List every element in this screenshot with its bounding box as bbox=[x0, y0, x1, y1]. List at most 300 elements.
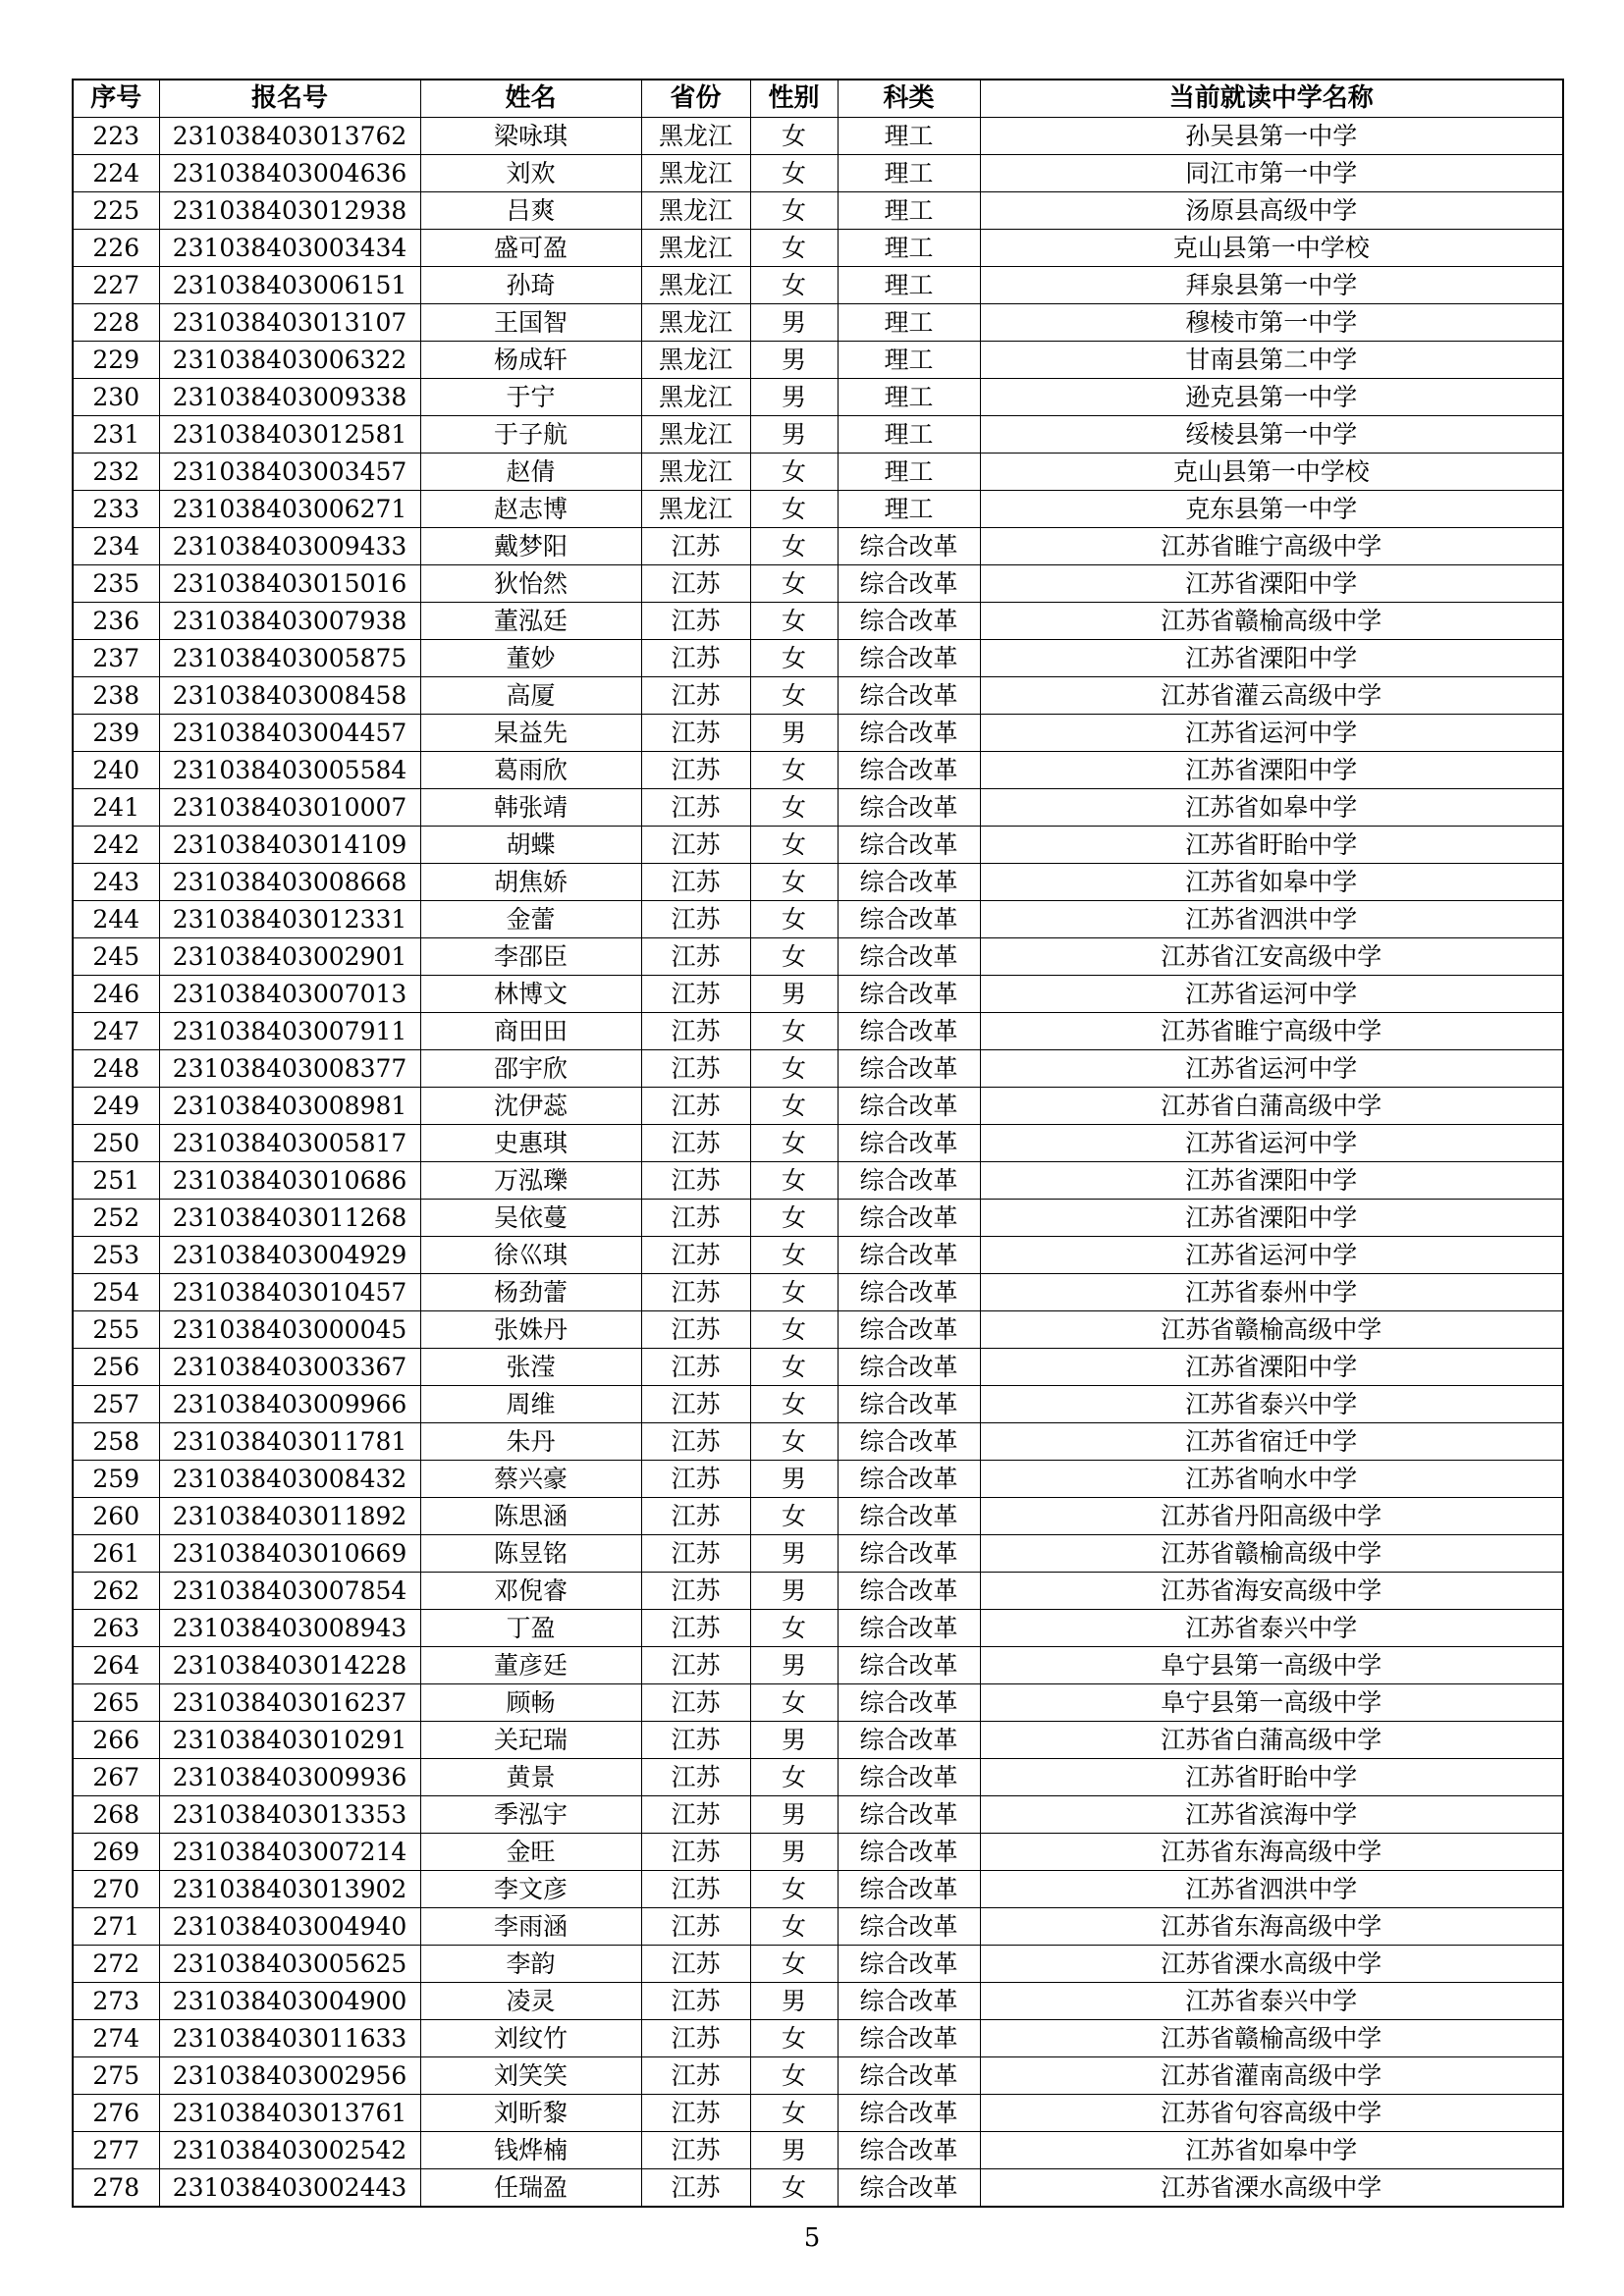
cell-registration-number: 231038403010669 bbox=[159, 1535, 420, 1573]
cell-gender: 男 bbox=[750, 1647, 838, 1684]
cell-gender: 女 bbox=[750, 2169, 838, 2208]
cell-school: 江苏省泗洪中学 bbox=[980, 901, 1563, 938]
cell-name: 于子航 bbox=[420, 416, 641, 454]
cell-category: 综合改革 bbox=[838, 1274, 980, 1311]
cell-category: 综合改革 bbox=[838, 1125, 980, 1162]
cell-category: 理工 bbox=[838, 267, 980, 304]
cell-province: 江苏 bbox=[641, 2095, 750, 2132]
cell-registration-number: 231038403008432 bbox=[159, 1461, 420, 1498]
cell-name: 董彦廷 bbox=[420, 1647, 641, 1684]
cell-gender: 男 bbox=[750, 1983, 838, 2020]
cell-category: 综合改革 bbox=[838, 1759, 980, 1796]
cell-registration-number: 231038403016237 bbox=[159, 1684, 420, 1722]
cell-category: 理工 bbox=[838, 230, 980, 267]
cell-province: 江苏 bbox=[641, 1871, 750, 1908]
cell-registration-number: 231038403013353 bbox=[159, 1796, 420, 1834]
cell-name: 李韵 bbox=[420, 1946, 641, 1983]
cell-seq: 235 bbox=[73, 565, 159, 603]
cell-registration-number: 231038403004636 bbox=[159, 155, 420, 192]
cell-seq: 273 bbox=[73, 1983, 159, 2020]
cell-province: 江苏 bbox=[641, 1423, 750, 1461]
cell-gender: 男 bbox=[750, 1461, 838, 1498]
cell-name: 杲益先 bbox=[420, 715, 641, 752]
cell-gender: 女 bbox=[750, 938, 838, 976]
cell-name: 蔡兴豪 bbox=[420, 1461, 641, 1498]
cell-province: 江苏 bbox=[641, 1125, 750, 1162]
cell-category: 综合改革 bbox=[838, 1311, 980, 1349]
header-registration-number: 报名号 bbox=[159, 80, 420, 118]
cell-gender: 女 bbox=[750, 2057, 838, 2095]
cell-province: 黑龙江 bbox=[641, 416, 750, 454]
cell-gender: 女 bbox=[750, 1050, 838, 1088]
cell-province: 江苏 bbox=[641, 1535, 750, 1573]
cell-name: 林博文 bbox=[420, 976, 641, 1013]
cell-seq: 259 bbox=[73, 1461, 159, 1498]
cell-gender: 女 bbox=[750, 1759, 838, 1796]
cell-name: 狄怡然 bbox=[420, 565, 641, 603]
cell-seq: 227 bbox=[73, 267, 159, 304]
header-seq: 序号 bbox=[73, 80, 159, 118]
table-row bbox=[73, 1162, 1563, 1200]
cell-category: 综合改革 bbox=[838, 789, 980, 827]
cell-school: 穆棱市第一中学 bbox=[980, 304, 1563, 342]
cell-seq: 251 bbox=[73, 1162, 159, 1200]
cell-registration-number: 231038403002956 bbox=[159, 2057, 420, 2095]
cell-registration-number: 231038403004929 bbox=[159, 1237, 420, 1274]
cell-gender: 女 bbox=[750, 1162, 838, 1200]
cell-gender: 女 bbox=[750, 1871, 838, 1908]
cell-school: 江苏省赣榆高级中学 bbox=[980, 2020, 1563, 2057]
cell-seq: 236 bbox=[73, 603, 159, 640]
table-row bbox=[73, 565, 1563, 603]
cell-category: 综合改革 bbox=[838, 938, 980, 976]
cell-registration-number: 231038403002542 bbox=[159, 2132, 420, 2169]
cell-name: 高厦 bbox=[420, 677, 641, 715]
cell-gender: 女 bbox=[750, 491, 838, 528]
cell-registration-number: 231038403009966 bbox=[159, 1386, 420, 1423]
cell-category: 综合改革 bbox=[838, 1647, 980, 1684]
cell-registration-number: 231038403008458 bbox=[159, 677, 420, 715]
cell-gender: 女 bbox=[750, 752, 838, 789]
cell-seq: 241 bbox=[73, 789, 159, 827]
cell-registration-number: 231038403006271 bbox=[159, 491, 420, 528]
cell-province: 江苏 bbox=[641, 789, 750, 827]
cell-category: 理工 bbox=[838, 192, 980, 230]
cell-name: 万泓瓅 bbox=[420, 1162, 641, 1200]
cell-gender: 女 bbox=[750, 230, 838, 267]
cell-seq: 265 bbox=[73, 1684, 159, 1722]
cell-category: 综合改革 bbox=[838, 2057, 980, 2095]
cell-registration-number: 231038403003434 bbox=[159, 230, 420, 267]
cell-province: 江苏 bbox=[641, 1274, 750, 1311]
table-row bbox=[73, 267, 1563, 304]
table-row bbox=[73, 1610, 1563, 1647]
cell-seq: 248 bbox=[73, 1050, 159, 1088]
cell-seq: 234 bbox=[73, 528, 159, 565]
cell-gender: 男 bbox=[750, 1722, 838, 1759]
cell-school: 绥棱县第一中学 bbox=[980, 416, 1563, 454]
cell-registration-number: 231038403007938 bbox=[159, 603, 420, 640]
cell-province: 黑龙江 bbox=[641, 192, 750, 230]
cell-category: 综合改革 bbox=[838, 1013, 980, 1050]
cell-registration-number: 231038403008981 bbox=[159, 1088, 420, 1125]
table-row bbox=[73, 1647, 1563, 1684]
table-row bbox=[73, 2169, 1563, 2208]
table-row bbox=[73, 416, 1563, 454]
cell-seq: 249 bbox=[73, 1088, 159, 1125]
cell-gender: 女 bbox=[750, 1237, 838, 1274]
cell-province: 江苏 bbox=[641, 2169, 750, 2208]
cell-school: 江苏省灌云高级中学 bbox=[980, 677, 1563, 715]
cell-name: 钱烨楠 bbox=[420, 2132, 641, 2169]
cell-name: 盛可盈 bbox=[420, 230, 641, 267]
cell-gender: 女 bbox=[750, 901, 838, 938]
table-row bbox=[73, 155, 1563, 192]
cell-province: 江苏 bbox=[641, 640, 750, 677]
cell-name: 沈伊蕊 bbox=[420, 1088, 641, 1125]
cell-category: 综合改革 bbox=[838, 2169, 980, 2208]
cell-school: 江苏省泗洪中学 bbox=[980, 1871, 1563, 1908]
table-row bbox=[73, 789, 1563, 827]
cell-gender: 男 bbox=[750, 1834, 838, 1871]
cell-registration-number: 231038403008943 bbox=[159, 1610, 420, 1647]
cell-gender: 女 bbox=[750, 1088, 838, 1125]
cell-gender: 女 bbox=[750, 1498, 838, 1535]
cell-category: 综合改革 bbox=[838, 1423, 980, 1461]
cell-seq: 264 bbox=[73, 1647, 159, 1684]
cell-category: 理工 bbox=[838, 379, 980, 416]
cell-seq: 267 bbox=[73, 1759, 159, 1796]
cell-school: 江苏省溧水高级中学 bbox=[980, 2169, 1563, 2208]
cell-registration-number: 231038403015016 bbox=[159, 565, 420, 603]
cell-seq: 276 bbox=[73, 2095, 159, 2132]
cell-name: 凌灵 bbox=[420, 1983, 641, 2020]
cell-name: 吴依蔓 bbox=[420, 1200, 641, 1237]
cell-gender: 男 bbox=[750, 2132, 838, 2169]
cell-seq: 256 bbox=[73, 1349, 159, 1386]
cell-province: 江苏 bbox=[641, 1461, 750, 1498]
cell-province: 江苏 bbox=[641, 565, 750, 603]
cell-registration-number: 231038403007214 bbox=[159, 1834, 420, 1871]
cell-school: 阜宁县第一高级中学 bbox=[980, 1647, 1563, 1684]
cell-name: 韩张靖 bbox=[420, 789, 641, 827]
table-body bbox=[73, 118, 1563, 2208]
table-row bbox=[73, 864, 1563, 901]
table-header-row bbox=[73, 80, 1563, 118]
cell-school: 江苏省运河中学 bbox=[980, 1237, 1563, 1274]
cell-registration-number: 231038403007854 bbox=[159, 1573, 420, 1610]
cell-category: 综合改革 bbox=[838, 2132, 980, 2169]
cell-name: 张姝丹 bbox=[420, 1311, 641, 1349]
cell-name: 周维 bbox=[420, 1386, 641, 1423]
table-row bbox=[73, 379, 1563, 416]
header-province: 省份 bbox=[641, 80, 750, 118]
cell-school: 江苏省滨海中学 bbox=[980, 1796, 1563, 1834]
cell-province: 江苏 bbox=[641, 1200, 750, 1237]
cell-category: 综合改革 bbox=[838, 1834, 980, 1871]
cell-registration-number: 231038403002443 bbox=[159, 2169, 420, 2208]
cell-name: 顾畅 bbox=[420, 1684, 641, 1722]
cell-school: 江苏省东海高级中学 bbox=[980, 1908, 1563, 1946]
cell-province: 江苏 bbox=[641, 1908, 750, 1946]
cell-school: 江苏省溧阳中学 bbox=[980, 1162, 1563, 1200]
cell-school: 江苏省白蒲高级中学 bbox=[980, 1722, 1563, 1759]
cell-category: 综合改革 bbox=[838, 976, 980, 1013]
cell-name: 孙琦 bbox=[420, 267, 641, 304]
cell-gender: 女 bbox=[750, 118, 838, 155]
cell-province: 江苏 bbox=[641, 864, 750, 901]
table-row bbox=[73, 192, 1563, 230]
table-row bbox=[73, 1498, 1563, 1535]
cell-seq: 230 bbox=[73, 379, 159, 416]
cell-school: 江苏省溧水高级中学 bbox=[980, 1946, 1563, 1983]
cell-category: 综合改革 bbox=[838, 1573, 980, 1610]
table-row bbox=[73, 827, 1563, 864]
cell-gender: 女 bbox=[750, 827, 838, 864]
cell-category: 理工 bbox=[838, 304, 980, 342]
cell-school: 克山县第一中学校 bbox=[980, 230, 1563, 267]
cell-province: 江苏 bbox=[641, 1834, 750, 1871]
cell-category: 综合改革 bbox=[838, 528, 980, 565]
cell-category: 理工 bbox=[838, 118, 980, 155]
cell-name: 刘纹竹 bbox=[420, 2020, 641, 2057]
table-row bbox=[73, 1125, 1563, 1162]
cell-province: 江苏 bbox=[641, 1498, 750, 1535]
cell-seq: 224 bbox=[73, 155, 159, 192]
cell-province: 黑龙江 bbox=[641, 342, 750, 379]
cell-province: 黑龙江 bbox=[641, 155, 750, 192]
cell-registration-number: 231038403014109 bbox=[159, 827, 420, 864]
cell-school: 逊克县第一中学 bbox=[980, 379, 1563, 416]
table-row bbox=[73, 1386, 1563, 1423]
cell-gender: 男 bbox=[750, 715, 838, 752]
cell-name: 徐巛琪 bbox=[420, 1237, 641, 1274]
cell-name: 胡焦娇 bbox=[420, 864, 641, 901]
cell-category: 综合改革 bbox=[838, 677, 980, 715]
header-school: 当前就读中学名称 bbox=[980, 80, 1563, 118]
cell-school: 拜泉县第一中学 bbox=[980, 267, 1563, 304]
cell-seq: 228 bbox=[73, 304, 159, 342]
cell-registration-number: 231038403010686 bbox=[159, 1162, 420, 1200]
cell-registration-number: 231038403011633 bbox=[159, 2020, 420, 2057]
cell-seq: 240 bbox=[73, 752, 159, 789]
cell-registration-number: 231038403003457 bbox=[159, 454, 420, 491]
cell-school: 江苏省盱眙中学 bbox=[980, 1759, 1563, 1796]
cell-province: 江苏 bbox=[641, 528, 750, 565]
cell-gender: 女 bbox=[750, 192, 838, 230]
cell-name: 李雨涵 bbox=[420, 1908, 641, 1946]
cell-school: 江苏省如皋中学 bbox=[980, 789, 1563, 827]
cell-province: 江苏 bbox=[641, 752, 750, 789]
cell-seq: 238 bbox=[73, 677, 159, 715]
cell-gender: 女 bbox=[750, 1200, 838, 1237]
cell-name: 戴梦阳 bbox=[420, 528, 641, 565]
table-row bbox=[73, 1759, 1563, 1796]
cell-school: 江苏省运河中学 bbox=[980, 715, 1563, 752]
cell-seq: 229 bbox=[73, 342, 159, 379]
cell-province: 江苏 bbox=[641, 1349, 750, 1386]
cell-registration-number: 231038403007013 bbox=[159, 976, 420, 1013]
cell-seq: 258 bbox=[73, 1423, 159, 1461]
cell-gender: 女 bbox=[750, 1946, 838, 1983]
cell-gender: 男 bbox=[750, 976, 838, 1013]
cell-category: 综合改革 bbox=[838, 901, 980, 938]
cell-gender: 女 bbox=[750, 864, 838, 901]
cell-seq: 223 bbox=[73, 118, 159, 155]
cell-seq: 268 bbox=[73, 1796, 159, 1834]
cell-school: 江苏省宿迁中学 bbox=[980, 1423, 1563, 1461]
cell-name: 朱丹 bbox=[420, 1423, 641, 1461]
table-row bbox=[73, 603, 1563, 640]
cell-seq: 278 bbox=[73, 2169, 159, 2208]
cell-category: 综合改革 bbox=[838, 1200, 980, 1237]
cell-name: 吕爽 bbox=[420, 192, 641, 230]
cell-gender: 女 bbox=[750, 1013, 838, 1050]
table-row bbox=[73, 901, 1563, 938]
table-row bbox=[73, 2095, 1563, 2132]
cell-name: 张滢 bbox=[420, 1349, 641, 1386]
cell-name: 刘欢 bbox=[420, 155, 641, 192]
cell-registration-number: 231038403006322 bbox=[159, 342, 420, 379]
cell-gender: 女 bbox=[750, 640, 838, 677]
table-row bbox=[73, 640, 1563, 677]
cell-province: 江苏 bbox=[641, 2057, 750, 2095]
cell-school: 克东县第一中学 bbox=[980, 491, 1563, 528]
cell-gender: 男 bbox=[750, 342, 838, 379]
cell-province: 黑龙江 bbox=[641, 230, 750, 267]
cell-province: 江苏 bbox=[641, 1386, 750, 1423]
cell-school: 江苏省丹阳高级中学 bbox=[980, 1498, 1563, 1535]
cell-gender: 男 bbox=[750, 1796, 838, 1834]
cell-seq: 247 bbox=[73, 1013, 159, 1050]
table-row bbox=[73, 1237, 1563, 1274]
cell-category: 综合改革 bbox=[838, 1796, 980, 1834]
cell-gender: 女 bbox=[750, 1423, 838, 1461]
cell-gender: 女 bbox=[750, 789, 838, 827]
cell-registration-number: 231038403012331 bbox=[159, 901, 420, 938]
cell-school: 江苏省东海高级中学 bbox=[980, 1834, 1563, 1871]
cell-category: 综合改革 bbox=[838, 1162, 980, 1200]
cell-category: 综合改革 bbox=[838, 1908, 980, 1946]
cell-province: 江苏 bbox=[641, 2020, 750, 2057]
cell-category: 综合改革 bbox=[838, 1050, 980, 1088]
cell-registration-number: 231038403008668 bbox=[159, 864, 420, 901]
cell-province: 黑龙江 bbox=[641, 267, 750, 304]
cell-school: 江苏省响水中学 bbox=[980, 1461, 1563, 1498]
cell-registration-number: 231038403000045 bbox=[159, 1311, 420, 1349]
cell-name: 陈思涵 bbox=[420, 1498, 641, 1535]
cell-gender: 男 bbox=[750, 416, 838, 454]
cell-category: 综合改革 bbox=[838, 603, 980, 640]
cell-seq: 270 bbox=[73, 1871, 159, 1908]
cell-category: 综合改革 bbox=[838, 1610, 980, 1647]
cell-seq: 271 bbox=[73, 1908, 159, 1946]
table-row bbox=[73, 1088, 1563, 1125]
cell-seq: 263 bbox=[73, 1610, 159, 1647]
cell-province: 江苏 bbox=[641, 1013, 750, 1050]
cell-province: 江苏 bbox=[641, 1722, 750, 1759]
cell-gender: 女 bbox=[750, 2095, 838, 2132]
table-row bbox=[73, 528, 1563, 565]
cell-registration-number: 231038403011781 bbox=[159, 1423, 420, 1461]
cell-seq: 232 bbox=[73, 454, 159, 491]
cell-school: 阜宁县第一高级中学 bbox=[980, 1684, 1563, 1722]
cell-category: 综合改革 bbox=[838, 1088, 980, 1125]
cell-province: 江苏 bbox=[641, 1684, 750, 1722]
cell-registration-number: 231038403009433 bbox=[159, 528, 420, 565]
table-row bbox=[73, 1200, 1563, 1237]
cell-school: 克山县第一中学校 bbox=[980, 454, 1563, 491]
cell-school: 江苏省盱眙中学 bbox=[980, 827, 1563, 864]
cell-school: 江苏省赣榆高级中学 bbox=[980, 1311, 1563, 1349]
table-row bbox=[73, 1423, 1563, 1461]
cell-gender: 女 bbox=[750, 1274, 838, 1311]
cell-registration-number: 231038403005817 bbox=[159, 1125, 420, 1162]
cell-gender: 女 bbox=[750, 1908, 838, 1946]
cell-name: 任瑞盈 bbox=[420, 2169, 641, 2208]
cell-name: 于宁 bbox=[420, 379, 641, 416]
cell-gender: 女 bbox=[750, 155, 838, 192]
table-row bbox=[73, 1573, 1563, 1610]
cell-seq: 226 bbox=[73, 230, 159, 267]
cell-province: 黑龙江 bbox=[641, 491, 750, 528]
cell-school: 江苏省溧阳中学 bbox=[980, 752, 1563, 789]
cell-school: 江苏省溧阳中学 bbox=[980, 565, 1563, 603]
cell-category: 综合改革 bbox=[838, 640, 980, 677]
cell-registration-number: 231038403013107 bbox=[159, 304, 420, 342]
table-row bbox=[73, 1871, 1563, 1908]
cell-category: 综合改革 bbox=[838, 1237, 980, 1274]
cell-registration-number: 231038403012581 bbox=[159, 416, 420, 454]
cell-name: 季泓宇 bbox=[420, 1796, 641, 1834]
header-gender: 性别 bbox=[750, 80, 838, 118]
table-row bbox=[73, 1684, 1563, 1722]
cell-registration-number: 231038403010291 bbox=[159, 1722, 420, 1759]
table-row bbox=[73, 715, 1563, 752]
cell-gender: 女 bbox=[750, 565, 838, 603]
cell-seq: 257 bbox=[73, 1386, 159, 1423]
cell-gender: 女 bbox=[750, 2020, 838, 2057]
cell-province: 江苏 bbox=[641, 901, 750, 938]
table-row bbox=[73, 752, 1563, 789]
cell-registration-number: 231038403011892 bbox=[159, 1498, 420, 1535]
cell-province: 江苏 bbox=[641, 677, 750, 715]
cell-province: 江苏 bbox=[641, 1647, 750, 1684]
cell-seq: 243 bbox=[73, 864, 159, 901]
header-category: 科类 bbox=[838, 80, 980, 118]
cell-name: 丁盈 bbox=[420, 1610, 641, 1647]
table-row bbox=[73, 342, 1563, 379]
cell-category: 综合改革 bbox=[838, 752, 980, 789]
cell-seq: 246 bbox=[73, 976, 159, 1013]
table-row bbox=[73, 1983, 1563, 2020]
cell-seq: 277 bbox=[73, 2132, 159, 2169]
cell-category: 综合改革 bbox=[838, 1684, 980, 1722]
cell-gender: 女 bbox=[750, 528, 838, 565]
cell-category: 理工 bbox=[838, 491, 980, 528]
cell-gender: 女 bbox=[750, 1386, 838, 1423]
cell-name: 董泓廷 bbox=[420, 603, 641, 640]
cell-school: 江苏省泰兴中学 bbox=[980, 1610, 1563, 1647]
cell-category: 综合改革 bbox=[838, 565, 980, 603]
cell-name: 杨成轩 bbox=[420, 342, 641, 379]
cell-province: 江苏 bbox=[641, 1088, 750, 1125]
cell-province: 江苏 bbox=[641, 603, 750, 640]
cell-seq: 261 bbox=[73, 1535, 159, 1573]
cell-gender: 男 bbox=[750, 379, 838, 416]
cell-name: 刘昕黎 bbox=[420, 2095, 641, 2132]
table-row bbox=[73, 1349, 1563, 1386]
